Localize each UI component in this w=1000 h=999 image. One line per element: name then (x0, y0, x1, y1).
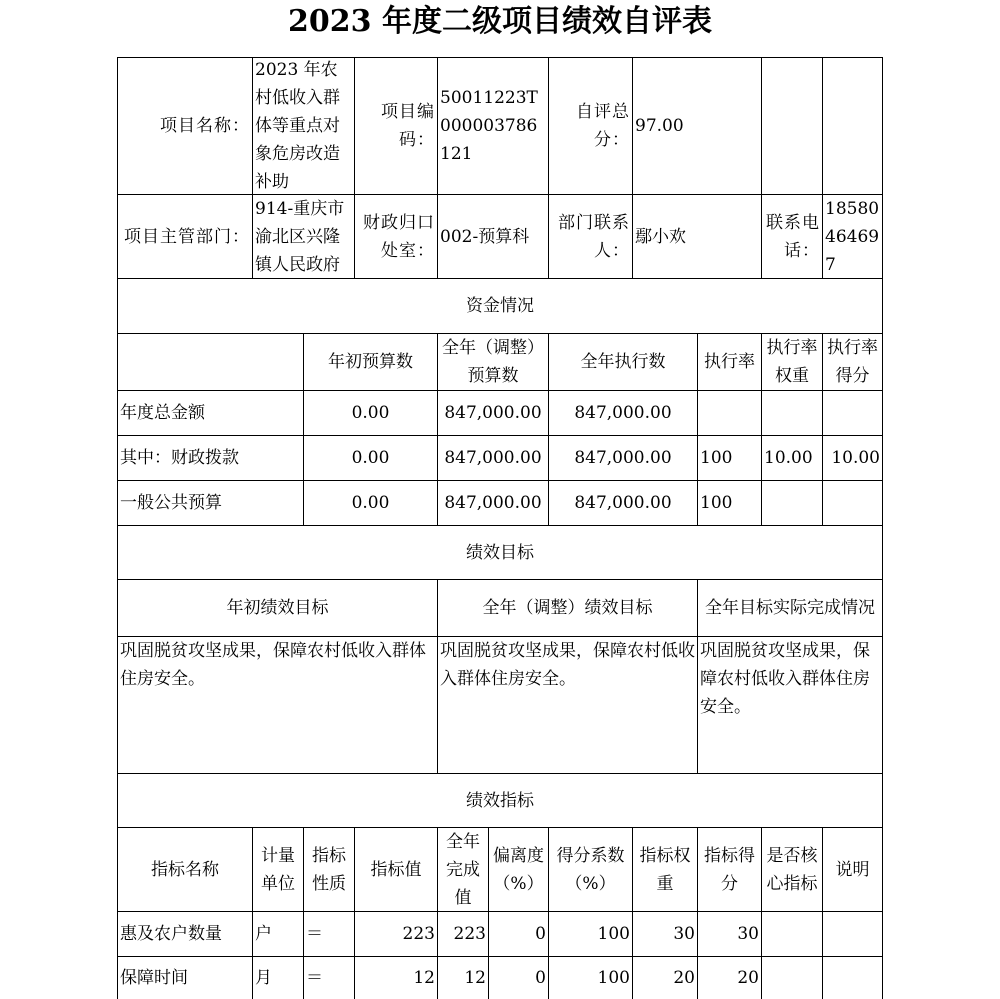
funds-row-rate: 100 (697, 435, 761, 480)
funds-row-executed: 847,000.00 (548, 390, 697, 435)
ind-row-nature: ＝ (303, 911, 354, 956)
funds-row-label: 其中：财政拨款 (117, 435, 303, 480)
funds-row-weight: 10.00 (761, 435, 822, 480)
funds-row-adjusted: 847,000.00 (437, 390, 548, 435)
ind-row-coef: 100 (548, 956, 632, 999)
ind-row-note (822, 911, 883, 956)
funds-header-score: 执行率得分 (822, 333, 883, 390)
ind-header-name: 指标名称 (117, 827, 252, 911)
funds-header-initial: 年初预算数 (303, 333, 437, 390)
funds-row-score (822, 480, 883, 525)
finance-office-label: 财政归口处室： (354, 194, 437, 278)
funds-row-weight (761, 480, 822, 525)
funds-row-initial: 0.00 (303, 480, 437, 525)
goals-actual-value: 巩固脱贫攻坚成果，保障农村低收入群体住房安全。 (697, 636, 883, 773)
finance-office-value: 002-预算科 (437, 194, 548, 278)
contact-label: 部门联系人： (548, 194, 632, 278)
project-code-label: 项目编码： (354, 57, 437, 194)
ind-row-actual: 223 (437, 911, 488, 956)
ind-row-weight: 20 (632, 956, 697, 999)
ind-row-score: 30 (697, 911, 761, 956)
ind-header-target: 指标值 (354, 827, 437, 911)
ind-row-name: 保障时间 (117, 956, 252, 999)
dept-value: 914-重庆市渝北区兴隆镇人民政府 (252, 194, 354, 278)
empty-cell (822, 57, 883, 194)
ind-header-nature: 指标性质 (303, 827, 354, 911)
funds-row-initial: 0.00 (303, 390, 437, 435)
funds-row-rate: 100 (697, 480, 761, 525)
funds-header-blank (117, 333, 303, 390)
ind-header-weight: 指标权重 (632, 827, 697, 911)
page-title: 2023 年度二级项目绩效自评表 (288, 4, 712, 39)
funds-header-executed: 全年执行数 (548, 333, 697, 390)
phone-label: 联系电话： (761, 194, 822, 278)
goals-initial-value: 巩固脱贫攻坚成果，保障农村低收入群体住房安全。 (117, 636, 437, 773)
ind-row-nature: ＝ (303, 956, 354, 999)
goals-section-title: 绩效目标 (117, 525, 883, 579)
ind-row-unit: 月 (252, 956, 303, 999)
funds-row-score (822, 390, 883, 435)
indicators-section-title: 绩效指标 (117, 773, 883, 827)
funds-row-label: 一般公共预算 (117, 480, 303, 525)
ind-header-note: 说明 (822, 827, 883, 911)
goals-header-initial: 年初绩效目标 (117, 579, 437, 636)
goals-adjusted-value: 巩固脱贫攻坚成果，保障农村低收入群体住房安全。 (437, 636, 697, 773)
funds-header-adjusted: 全年（调整）预算数 (437, 333, 548, 390)
ind-row-deviation: 0 (488, 911, 548, 956)
funds-row-adjusted: 847,000.00 (437, 435, 548, 480)
ind-header-actual: 全年完成值 (437, 827, 488, 911)
ind-row-core (761, 911, 822, 956)
funds-row-adjusted: 847,000.00 (437, 480, 548, 525)
ind-header-coef: 得分系数（%） (548, 827, 632, 911)
ind-row-target: 223 (354, 911, 437, 956)
funds-header-weight: 执行率权重 (761, 333, 822, 390)
funds-row-score: 10.00 (822, 435, 883, 480)
funds-row-initial: 0.00 (303, 435, 437, 480)
empty-cell (761, 57, 822, 194)
ind-row-target: 12 (354, 956, 437, 999)
funds-section-title: 资金情况 (117, 278, 883, 333)
ind-row-score: 20 (697, 956, 761, 999)
phone-value: 18580464697 (822, 194, 883, 278)
goals-header-actual: 全年目标实际完成情况 (697, 579, 883, 636)
self-score-value: 97.00 (632, 57, 761, 194)
ind-row-core (761, 956, 822, 999)
ind-row-name: 惠及农户数量 (117, 911, 252, 956)
ind-header-core: 是否核心指标 (761, 827, 822, 911)
project-name-label: 项目名称： (117, 57, 252, 194)
funds-row-executed: 847,000.00 (548, 480, 697, 525)
funds-row-rate (697, 390, 761, 435)
funds-row-label: 年度总金额 (117, 390, 303, 435)
ind-row-note (822, 956, 883, 999)
goals-header-adjusted: 全年（调整）绩效目标 (437, 579, 697, 636)
ind-row-unit: 户 (252, 911, 303, 956)
funds-row-executed: 847,000.00 (548, 435, 697, 480)
project-code-value: 50011223T000003786121 (437, 57, 548, 194)
funds-header-rate: 执行率 (697, 333, 761, 390)
ind-row-deviation: 0 (488, 956, 548, 999)
ind-row-actual: 12 (437, 956, 488, 999)
funds-row-weight (761, 390, 822, 435)
ind-header-score: 指标得分 (697, 827, 761, 911)
ind-row-coef: 100 (548, 911, 632, 956)
self-score-label: 自评总分： (548, 57, 632, 194)
dept-label: 项目主管部门： (117, 194, 252, 278)
ind-header-deviation: 偏离度（%） (488, 827, 548, 911)
ind-header-unit: 计量单位 (252, 827, 303, 911)
project-name-value: 2023 年农村低收入群体等重点对象危房改造补助 (252, 57, 354, 194)
ind-row-weight: 30 (632, 911, 697, 956)
contact-value: 鄢小欢 (632, 194, 761, 278)
